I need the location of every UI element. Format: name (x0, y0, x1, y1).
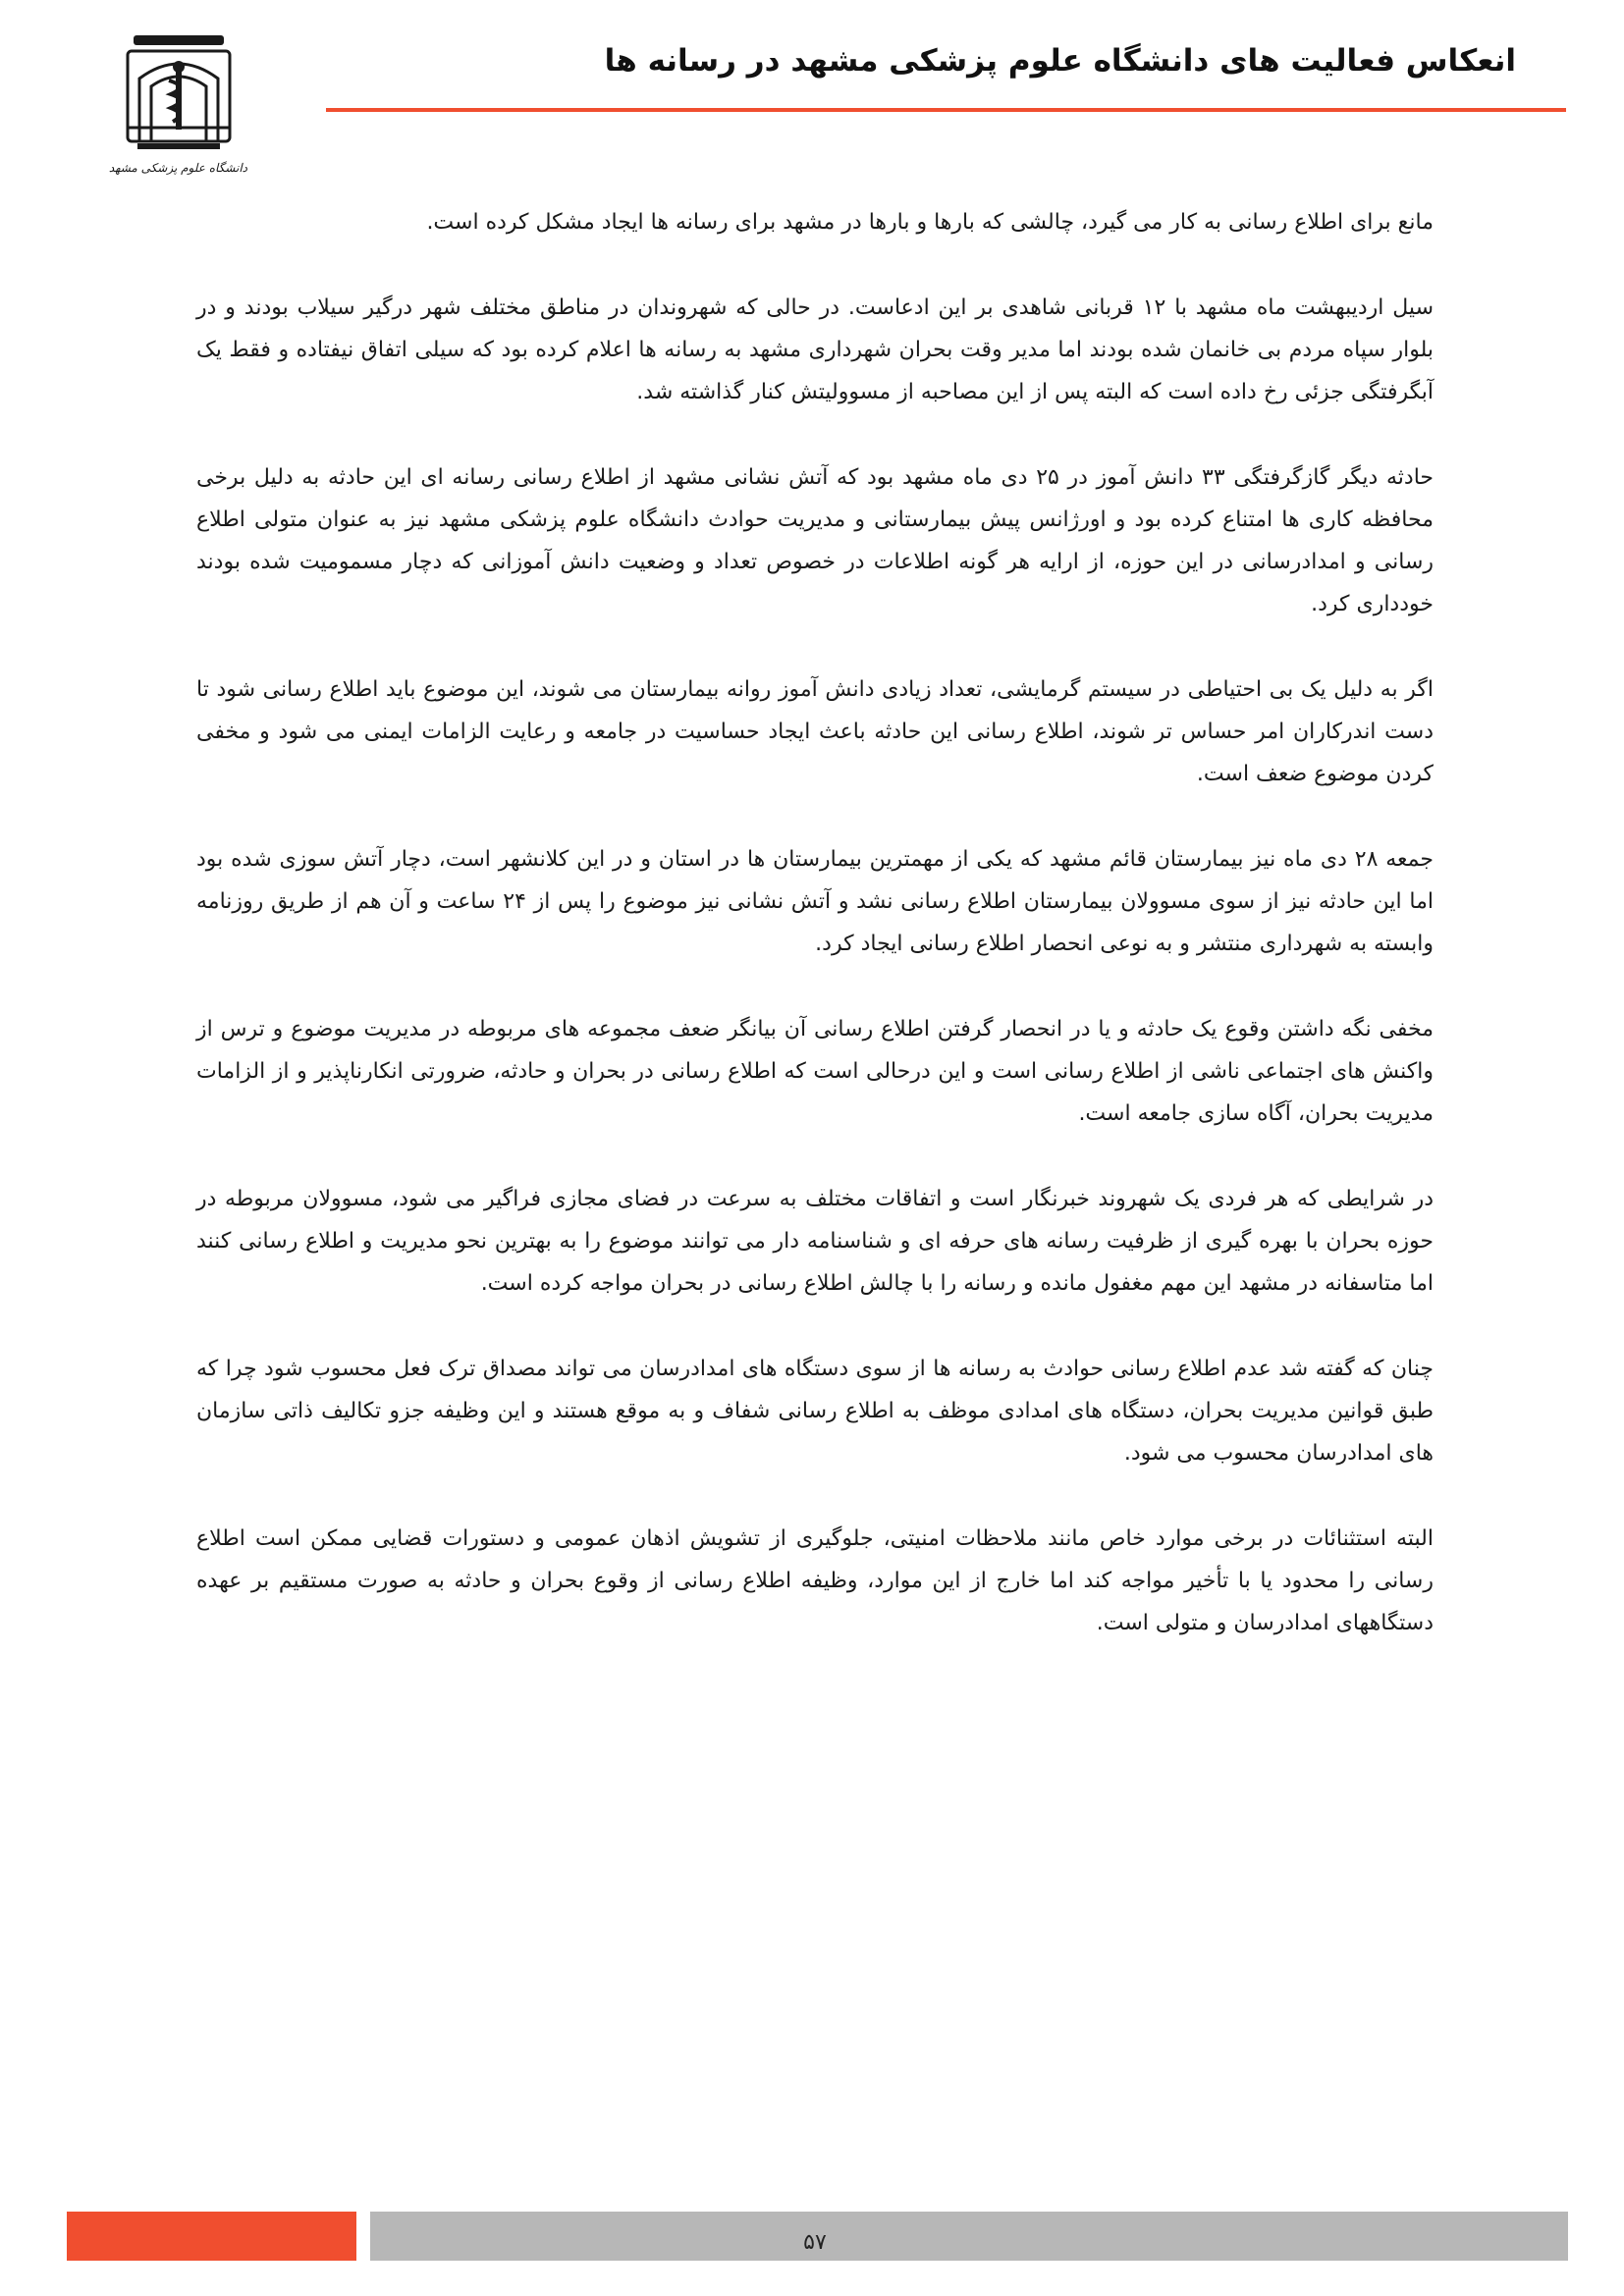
paragraph: حادثه دیگر گازگرفتگی ۳۳ دانش آموز در ۲۵ دی ماه مشهد بود که آتش نشانی مشهد از اطلاع رسانی رسانه ای این حادثه به دلیل برخی محافظه کاری ها امتناع کرده بود و اورژانس پیش بیمارستانی و مدیریت حوادث دانشگاه علوم پزشکی مشهد نیز به عنوان متولی اطلاع رسانی و امدادرسانی در این حوزه، از ارایه هر گونه اطلاعات در خصوص تعداد و وضعیت دانش آموزانی که دچار مسمومیت شده بودند خودداری کرد. (196, 465, 1434, 616)
paragraph: مخفی نگه داشتن وقوع یک حادثه و یا در انحصار گرفتن اطلاع رسانی آن بیانگر ضعف مجموعه های مربوطه در مدیریت موضوع و ترس از واکنش های اجتماعی ناشی از اطلاع رسانی است و این درحالی است که اطلاع رسانی در بحران و حادثه، ضرورتی انکارناپذیر و از الزامات مدیریت بحران، آگاه سازی جامعه است. (196, 1017, 1434, 1126)
paragraph: جمعه ۲۸ دی ماه نیز بیمارستان قائم مشهد که یکی از مهمترین بیمارستان ها در استان و در این کلانشهر است، دچار آتش سوزی شده بود اما این حادثه نیز از سوی مسوولان بیمارستان اطلاع رسانی نشد و آتش نشانی نیز موضوع را پس از ۲۴ ساعت و آن هم از طریق روزنامه وابسته به شهرداری منتشر و به نوعی انحصار اطلاع رسانی ایجاد کرد. (196, 847, 1434, 956)
page-header-title: انعکاس فعالیت های دانشگاه علوم پزشکی مشهد در رسانه ها (604, 43, 1516, 79)
footer-accent-bar (67, 2212, 356, 2261)
footer-bar (370, 2212, 1568, 2261)
paragraph: اگر به دلیل یک بی احتیاطی در سیستم گرمایشی، تعداد زیادی دانش آموز روانه بیمارستان می شوند، این موضوع باید اطلاع رسانی شود تا دست اندرکاران امر حساس تر شوند، اطلاع رسانی این حادثه باعث ایجاد حساسیت در جامعه و رعایت الزامات ایمنی می شود و مخفی کردن موضوع ضعف است. (196, 677, 1434, 786)
paragraph: البته استثنائات در برخی موارد خاص مانند ملاحظات امنیتی، جلوگیری از تشویش اذهان عمومی و دستورات قضایی ممکن است اطلاع رسانی را محدود یا با تأخیر مواجه کند اما خارج از این موارد، وظیفه اطلاع رسانی از وقوع بحران و حادثه به صورت مستقیم بر عهده دستگاههای امدادرسان و متولی است. (196, 1526, 1434, 1635)
page-number: ۵۷ (803, 2230, 827, 2255)
header-divider (326, 108, 1566, 112)
paragraph: سیل اردیبهشت ماه مشهد با ۱۲ قربانی شاهدی بر این ادعاست. در حالی که شهروندان در مناطق مختلف شهر درگیر سیلاب بودند و در بلوار سپاه مردم بی خانمان شده بودند اما مدیر وقت بحران شهرداری مشهد به رسانه ها اعلام کرده بود که سیلی اتفاق نیفتاده و فقط یک آبگرفتگی جزئی رخ داده است که البته پس از این مصاحبه از مسوولیتش کنار گذاشته شد. (196, 295, 1434, 404)
paragraph: مانع برای اطلاع رسانی به کار می گیرد، چالشی که بارها و بارها در مشهد برای رسانه ها ایجاد مشکل کرده است. (426, 210, 1434, 235)
paragraph: چنان که گفته شد عدم اطلاع رسانی حوادث به رسانه ها از سوی دستگاه های امدادرسان می تواند مصداق ترک فعل محسوب شود چرا که طبق قوانین مدیریت بحران، دستگاه های امدادی موظف به اطلاع رسانی شفاف و به موقع هستند و این وظیفه جزو تکالیف ذاتی سازمان های امدادرسان محسوب می شود. (196, 1357, 1434, 1466)
article-body (196, 201, 1434, 1687)
paragraph: در شرایطی که هر فردی یک شهروند خبرنگار است و اتفاقات مختلف به سرعت در فضای مجازی فراگیر می شود، مسوولان مربوطه در حوزه بحران با بهره گیری از ظرفیت رسانه های حرفه ای و شناسنامه دار می توانند موضوع را به بهترین نحو مدیریت و اطلاع رسانی کنند اما متاسفانه در مشهد این مهم مغفول مانده و رسانه را با چالش اطلاع رسانی در بحران مواجه کرده است. (196, 1187, 1434, 1296)
logo-caption: دانشگاه علوم پزشکی مشهد (108, 161, 247, 175)
university-emblem-icon (108, 29, 247, 175)
